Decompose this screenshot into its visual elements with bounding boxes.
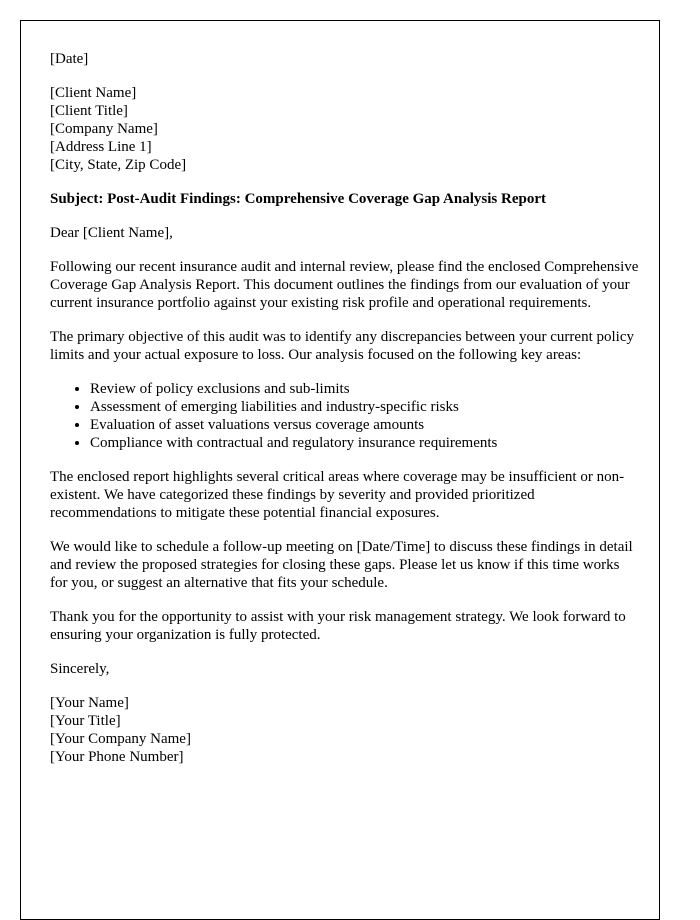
recipient-company: [Company Name] xyxy=(50,121,158,137)
recipient-name: [Client Name] xyxy=(50,85,137,101)
list-item: • Assessment of emerging liabilities and industry-specific risks xyxy=(90,398,640,416)
letter-body xyxy=(50,50,640,766)
paragraph-intro: Following our recent insurance audit and internal review, please find the enclosed Comprehensive Coverage Gap Analysis Report. This document outlines the findings from our evaluation of your current insurance portfolio against your existing risk profile and operational requirements. xyxy=(50,259,639,311)
paragraph-meeting: We would like to schedule a follow-up meeting on [Date/Time] to discuss these findings in detail and review the proposed strategies for closing these gaps. Please let us know if this time works for you, or suggest an alternative that fits your schedule. xyxy=(50,539,633,591)
letter-salutation: Dear [Client Name], xyxy=(50,225,173,241)
sender-name: [Your Name] xyxy=(50,695,129,711)
list-item: • Evaluation of asset valuations versus coverage amounts xyxy=(90,416,640,434)
list-item: • Compliance with contractual and regulatory insurance requirements xyxy=(90,434,640,452)
list-item: • Review of policy exclusions and sub-limits xyxy=(90,380,640,398)
letter-date: [Date] xyxy=(50,51,89,67)
focus-areas-list xyxy=(50,380,640,452)
sender-title: [Your Title] xyxy=(50,713,121,729)
recipient-address-line1: [Address Line 1] xyxy=(50,139,152,155)
paragraph-findings: The enclosed report highlights several critical areas where coverage may be insufficient or non-existent. We have categorized these findings by severity and provided prioritized recommendations to mitigate these potential financial exposures. xyxy=(50,469,625,521)
signature-block xyxy=(50,694,640,766)
paragraph-objective: The primary objective of this audit was to identify any discrepancies between your current policy limits and your actual exposure to loss. Our analysis focused on the following key areas: xyxy=(50,329,634,363)
letter-closing: Sincerely, xyxy=(50,661,110,677)
recipient-title: [Client Title] xyxy=(50,103,128,119)
letter-subject: Subject: Post-Audit Findings: Comprehensive Coverage Gap Analysis Report xyxy=(50,191,546,207)
sender-phone: [Your Phone Number] xyxy=(50,749,184,765)
recipient-city-state-zip: [City, State, Zip Code] xyxy=(50,157,187,173)
sender-company: [Your Company Name] xyxy=(50,731,191,747)
letter-page xyxy=(20,20,660,920)
paragraph-thanks: Thank you for the opportunity to assist with your risk management strategy. We look forward to ensuring your organization is fully protected. xyxy=(50,609,626,643)
recipient-address-block xyxy=(50,84,640,174)
